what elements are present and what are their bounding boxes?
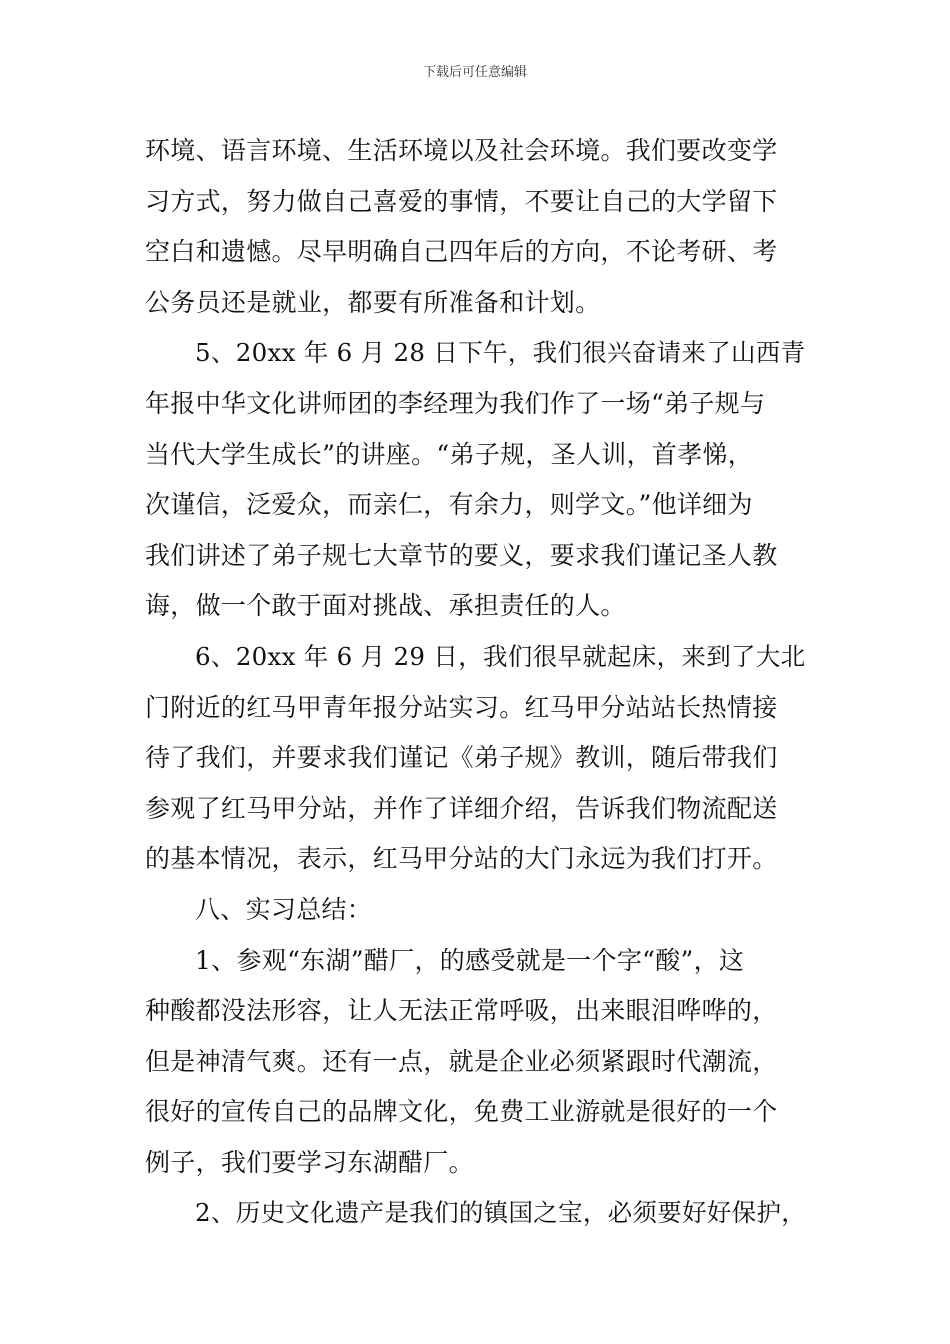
text-line: 1、参观“东湖”醋厂，的感受就是一个字“酸”，这 xyxy=(195,945,745,975)
text-line: 5、20xx 年 6 月 28 日下午，我们很兴奋请来了山西青 xyxy=(195,338,806,368)
text-line: 当代大学生成长”的讲座。“弟子规，圣人训，首孝悌， xyxy=(145,439,754,469)
text-line: 次谨信，泛爱众，而亲仁，有余力，则学文。”他详细为 xyxy=(145,490,753,520)
text-line: 年报中华文化讲师团的李经理为我们作了一场“弟子规与 xyxy=(145,388,766,418)
text-line: 诲，做一个敢于面对挑战、承担责任的人。 xyxy=(145,591,626,621)
text-line: 但是神清气爽。还有一点，就是企业必须紧跟时代潮流， xyxy=(145,1046,778,1076)
text-line: 公务员还是就业，都要有所准备和计划。 xyxy=(145,287,601,317)
text-line: 八、实习总结： xyxy=(195,894,373,924)
text-line: 的基本情况，表示，红马甲分站的大门永远为我们打开。 xyxy=(145,844,778,874)
text-line: 种酸都没法形容，让人无法正常呼吸，出来眼泪哗哗的， xyxy=(145,996,778,1026)
text-line: 习方式，努力做自己喜爱的事情，不要让自己的大学留下 xyxy=(145,186,778,216)
text-line: 门附近的红马甲青年报分站实习。红马甲分站站长热情接 xyxy=(145,692,778,722)
text-line: 2、历史文化遗产是我们的镇国之宝，必须要好好保护， xyxy=(195,1198,807,1228)
text-line: 6、20xx 年 6 月 29 日，我们很早就起床，来到了大北 xyxy=(195,641,806,671)
text-line: 很好的宣传自己的品牌文化，免费工业游就是很好的一个 xyxy=(145,1097,778,1127)
text-line: 空白和遗憾。尽早明确自己四年后的方向，不论考研、考 xyxy=(145,237,778,267)
text-line: 我们讲述了弟子规七大章节的要义，要求我们谨记圣人教 xyxy=(145,540,778,570)
text-line: 环境、语言环境、生活环境以及社会环境。我们要改变学 xyxy=(145,136,778,165)
text-line: 待了我们，并要求我们谨记《弟子规》教训，随后带我们 xyxy=(145,743,778,773)
text-line: 例子，我们要学习东湖醋厂。 xyxy=(145,1147,474,1177)
text-line: 参观了红马甲分站，并作了详细介绍，告诉我们物流配送 xyxy=(145,793,778,823)
page-header: 下载后可任意编辑 xyxy=(422,65,527,80)
document-body xyxy=(145,126,815,1239)
